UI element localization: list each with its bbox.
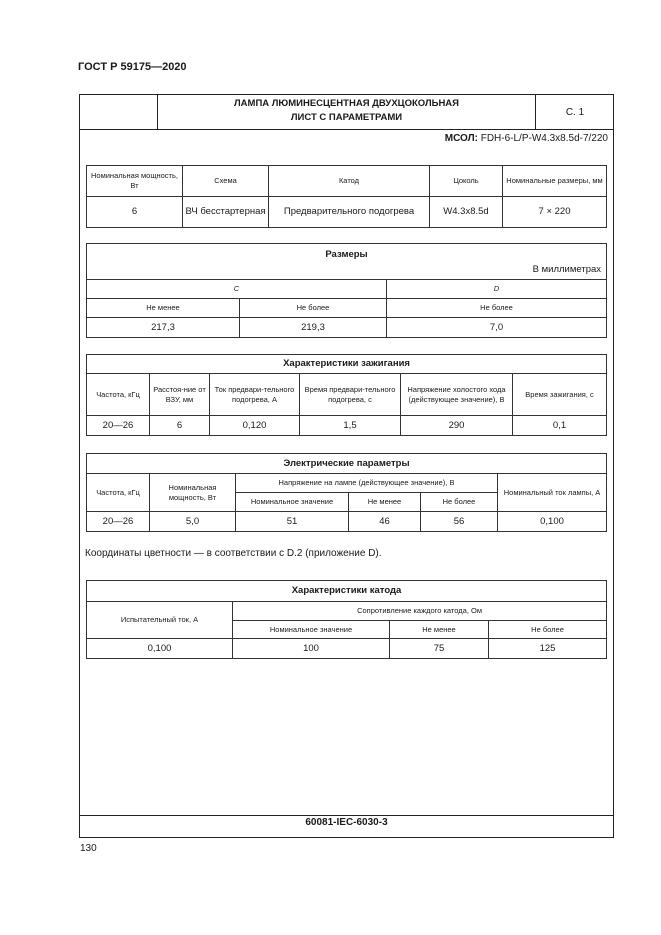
sheet-title xyxy=(158,97,535,125)
ignition-title: Характеристики зажигания xyxy=(87,355,607,374)
electrical-header-power: Номинальная мощность, Вт xyxy=(150,474,236,512)
cell-base: W4.3x8.5d xyxy=(430,197,503,228)
dimension-d-header: D xyxy=(387,280,607,299)
electrical-current: 0,100 xyxy=(498,512,607,532)
document-header: ГОСТ Р 59175—2020 xyxy=(78,61,187,73)
dimension-c-max: 219,3 xyxy=(240,318,387,338)
cathode-header-test-current: Испытательный ток, А xyxy=(87,602,233,639)
header-power: Номинальная мощность, Вт xyxy=(87,166,183,197)
cathode-resistance-nominal-header: Номинальное значение xyxy=(233,621,390,639)
dimension-d-max-header: Не более xyxy=(387,299,607,318)
cell-cathode: Предварительного подогрева xyxy=(269,197,430,228)
header-base: Цоколь xyxy=(430,166,503,197)
cathode-resistance-nominal: 100 xyxy=(233,639,390,659)
ignition-preheat-current: 0,120 xyxy=(210,416,300,436)
dimension-c-min-header: Не менее xyxy=(87,299,240,318)
electrical-voltage-max-header: Не более xyxy=(421,493,498,512)
electrical-power: 5,0 xyxy=(150,512,236,532)
main-parameters-table xyxy=(86,165,607,228)
cell-power: 6 xyxy=(87,197,183,228)
ignition-header-preheat-time: Время предвари-тельного подогрева, с xyxy=(300,374,401,416)
msol-value: FDH-6-L/P-W4.3x8.5d-7/220 xyxy=(480,133,608,144)
ignition-ignition-time: 0,1 xyxy=(513,416,607,436)
msol-label: МСОЛ: xyxy=(444,133,478,144)
cathode-resistance-min: 75 xyxy=(390,639,489,659)
msol-code xyxy=(445,133,608,144)
dimension-c-min: 217,3 xyxy=(87,318,240,338)
ignition-open-voltage: 290 xyxy=(401,416,513,436)
ignition-frequency: 20—26 xyxy=(87,416,150,436)
page-number: 130 xyxy=(80,843,97,854)
footer-divider xyxy=(79,815,614,816)
chromaticity-note: Координаты цветности — в соответствии с D.2 (приложение D). xyxy=(85,548,382,559)
cathode-test-current: 0,100 xyxy=(87,639,233,659)
electrical-voltage-min-header: Не менее xyxy=(349,493,421,512)
dimensions-table xyxy=(86,243,607,338)
electrical-table xyxy=(86,453,607,532)
cathode-title: Характеристики катода xyxy=(87,581,607,602)
sheet-page-label: С. 1 xyxy=(535,94,614,130)
electrical-header-frequency: Частота, кГц xyxy=(87,474,150,512)
electrical-voltage-nominal: 51 xyxy=(236,512,349,532)
cathode-table xyxy=(86,580,607,659)
dimension-c-header: C xyxy=(87,280,387,299)
electrical-header-voltage: Напряжение на лампе (действующее значение), В xyxy=(236,474,498,493)
cathode-resistance-max: 125 xyxy=(489,639,607,659)
electrical-voltage-max: 56 xyxy=(421,512,498,532)
electrical-frequency: 20—26 xyxy=(87,512,150,532)
dimension-d-max: 7,0 xyxy=(387,318,607,338)
ignition-preheat-time: 1,5 xyxy=(300,416,401,436)
ignition-header-preheat-current: Ток предвари-тельного подогрева, А xyxy=(210,374,300,416)
header-scheme: Схема xyxy=(183,166,269,197)
ignition-header-distance: Расстоя-ние от ВЗУ, мм xyxy=(150,374,210,416)
cathode-resistance-min-header: Не менее xyxy=(390,621,489,639)
header-left-cell xyxy=(79,94,158,130)
header-divider xyxy=(79,129,614,130)
ignition-header-open-voltage: Напряжение холостого хода (действующее значение), В xyxy=(401,374,513,416)
cathode-header-resistance: Сопротивление каждого катода, Ом xyxy=(233,602,607,621)
header-dimensions: Номинальные размеры, мм xyxy=(503,166,607,197)
footer-code: 60081-IEC-6030-3 xyxy=(305,817,388,828)
cell-dimensions: 7 × 220 xyxy=(503,197,607,228)
cell-scheme: ВЧ бесстартерная xyxy=(183,197,269,228)
ignition-table xyxy=(86,354,607,436)
cathode-resistance-max-header: Не более xyxy=(489,621,607,639)
dimensions-unit: В миллиметрах xyxy=(532,264,602,275)
sheet-title-line1: ЛАМПА ЛЮМИНЕСЦЕНТНАЯ ДВУХЦОКОЛЬНАЯ xyxy=(234,98,459,109)
electrical-title: Электрические параметры xyxy=(87,454,607,474)
dimensions-title: Размеры xyxy=(325,249,368,260)
electrical-header-current: Номинальный ток лампы, А xyxy=(498,474,607,512)
header-cathode: Катод xyxy=(269,166,430,197)
sheet-title-line2: ЛИСТ С ПАРАМЕТРАМИ xyxy=(290,112,403,123)
electrical-voltage-nominal-header: Номинальное значение xyxy=(236,493,349,512)
dimensions-title-cell xyxy=(87,244,607,280)
ignition-header-ignition-time: Время зажигания, с xyxy=(513,374,607,416)
ignition-header-frequency: Частота, кГц xyxy=(87,374,150,416)
electrical-voltage-min: 46 xyxy=(349,512,421,532)
ignition-distance: 6 xyxy=(150,416,210,436)
dimension-c-max-header: Не более xyxy=(240,299,387,318)
